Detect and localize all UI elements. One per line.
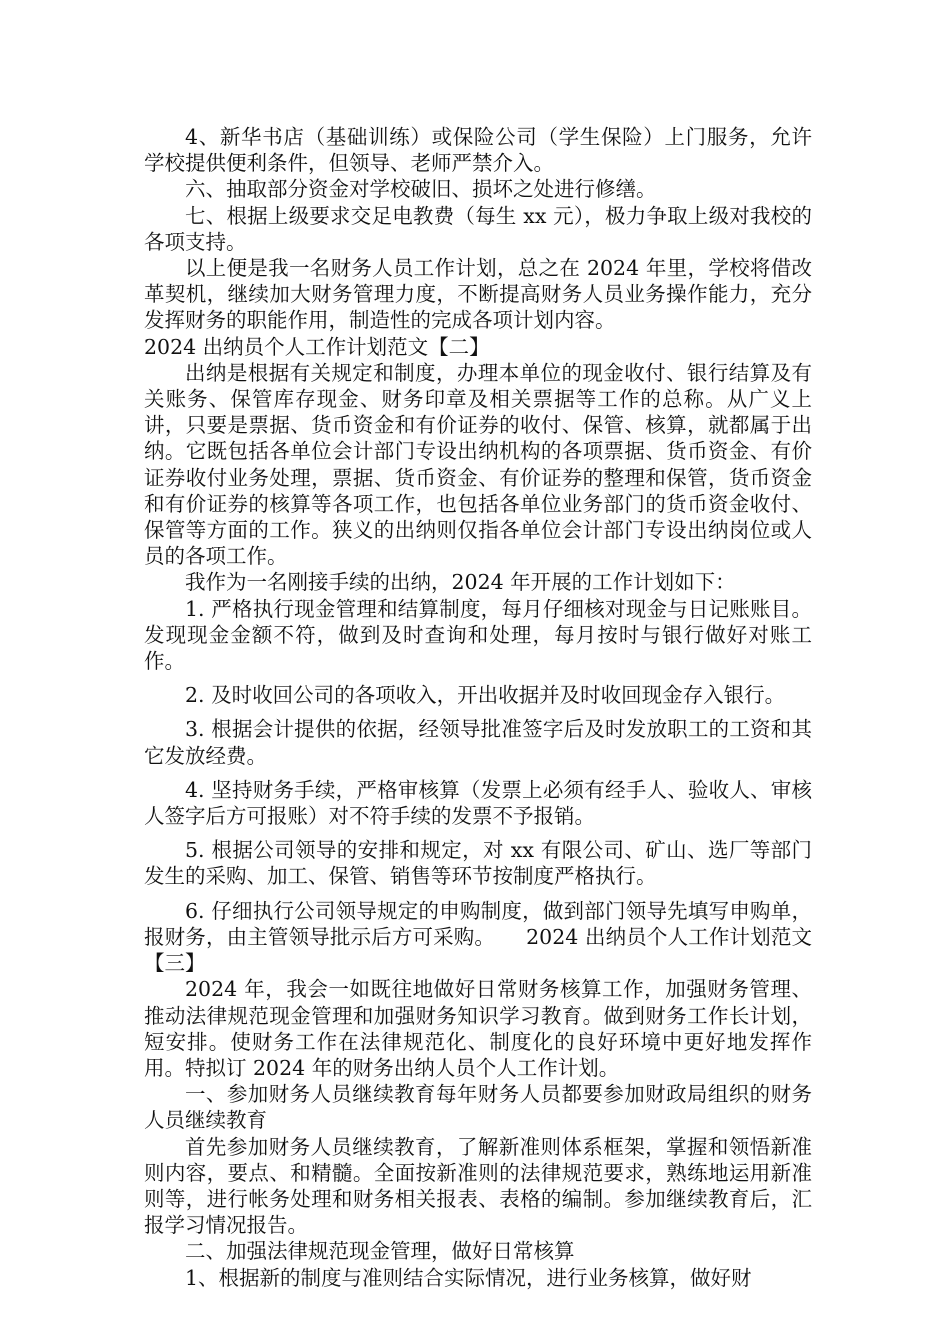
list-item-plan-5: 5. 根据公司领导的安排和规定，对 xx 有限公司、矿山、选厂等部门发生的采购、加工、保管、销售等环节按制度严格执行。 [144,838,812,889]
paragraph-2024-goals: 2024 年，我会一如既往地做好日常财务核算工作，加强财务管理、推动法律规范现金管理和加强财务知识学习教育。做到财务工作长计划，短安排。使财务工作在法律规范化、制度化的良好环境中更好地发挥作用。特拟订 2024 年的财务出纳人员个人工作计划。 [144,977,812,1080]
paragraph-bookstore-service: 4、新华书店（基础训练）或保险公司（学生保险）上门服务，允许学校提供便利条件，但领导、老师严禁介入。 [144,125,812,176]
list-item-plan-6: 6. 仔细执行公司领导规定的申购制度，做到部门领导先填写申购单，报财务，由主管领导批示后方可采购。 2024 出纳员个人工作计划范文【三】 [144,898,812,976]
paragraph-continuing-education-heading: 一、参加财务人员继续教育每年财务人员都要参加财政局组织的财务人员继续教育 [144,1082,812,1133]
paragraph-cash-management-item-1: 1、根据新的制度与准则结合实际情况，进行业务核算，做好财 [185,1265,752,1290]
paragraph-item-seven: 七、根据上级要求交足电教费（每生 xx 元），极力争取上级对我校的各项支持。 [144,203,812,254]
list-item-plan-2: 2. 及时收回公司的各项收入，开出收据并及时收回现金存入银行。 [185,683,786,708]
section-heading-two: 2024 出纳员个人工作计划范文【二】 [144,334,490,359]
paragraph-plan-intro: 我作为一名刚接手续的出纳，2024 年开展的工作计划如下： [185,570,736,595]
paragraph-item-six: 六、抽取部分资金对学校破旧、损坏之处进行修缮。 [185,177,657,202]
list-item-plan-3: 3. 根据会计提供的依据，经领导批准签字后及时发放职工的工资和其它发放经费。 [144,717,812,768]
paragraph-continuing-education: 首先参加财务人员继续教育，了解新准则体系框架，掌握和领悟新准则内容，要点、和精髓。全面按新准则的法律规范要求，熟练地运用新准则等，进行帐务处理和财务相关报表、表格的编制。参加继续教育后，汇报学习情况报告。 [144,1134,812,1238]
document-body [144,124,812,1291]
paragraph-summary: 以上便是我一名财务人员工作计划，总之在 2024 年里，学校将借改革契机，继续加大财务管理力度，不断提高财务人员业务操作能力，充分发挥财务的职能作用，制造性的完成各项计划内容。 [144,256,812,333]
paragraph-cash-management-heading: 二、加强法律规范现金管理，做好日常核算 [185,1239,575,1264]
list-item-plan-4: 4. 坚持财务手续，严格审核算（发票上必须有经手人、验收人、审核人签字后方可报账）对不符手续的发票不予报销。 [144,777,812,829]
list-item-plan-1: 1. 严格执行现金管理和结算制度，每月仔细核对现金与日记账账目。发现现金金额不符，做到及时查询和处理，每月按时与银行做好对账工作。 [144,596,812,674]
paragraph-cashier-definition: 出纳是根据有关规定和制度，办理本单位的现金收付、银行结算及有关账务、保管库存现金、财务印章及相关票据等工作的总称。从广义上讲，只要是票据、货币资金和有价证券的收付、保管、核算，就都属于出纳。它既包括各单位会计部门专设出纳机构的各项票据、货币资金、有价证券收付业务处理，票据、货币资金、有价证券的整理和保管，货币资金和有价证券的核算等各项工作，也包括各单位业务部门的货币资金收付、保管等方面的工作。狭义的出纳则仅指各单位会计部门专设出纳岗位或人员的各项工作。 [144,360,812,569]
